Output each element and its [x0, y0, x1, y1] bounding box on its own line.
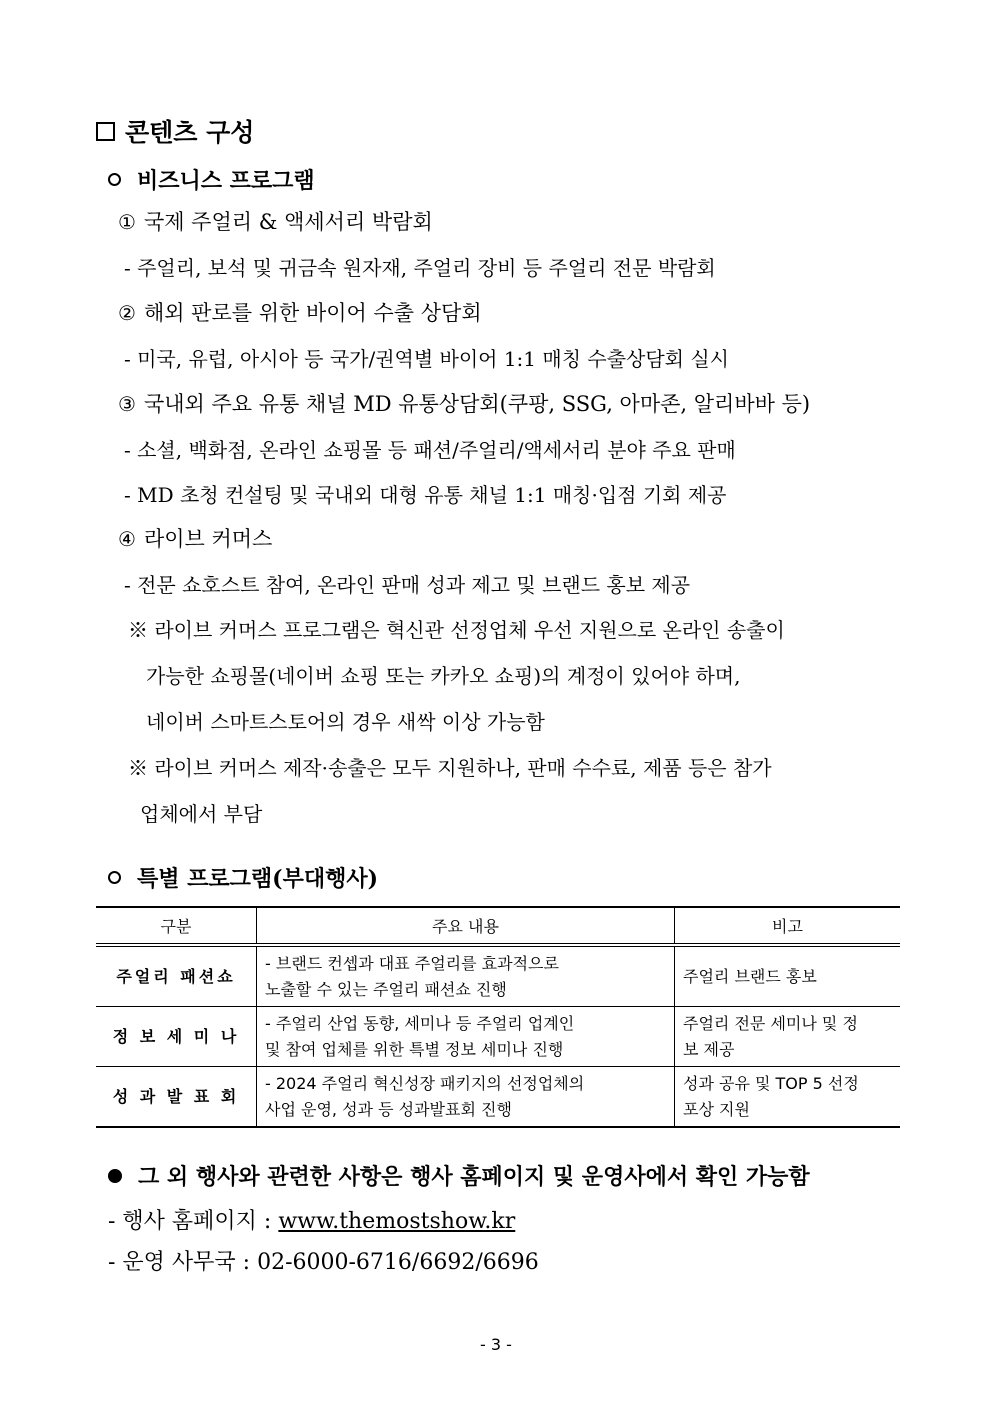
content-line: - 2024 주얼리 혁신성장 패키지의 선정업체의	[265, 1073, 585, 1093]
content-line: 및 참여 업체를 위한 특별 정보 세미나 진행	[265, 1039, 564, 1059]
business-note-1: ※ 라이브 커머스 프로그램은 혁신관 선정업체 우선 지원으로 온라인 송출이	[128, 618, 785, 642]
note-line: 보 제공	[683, 1039, 735, 1059]
business-note-4: ※ 라이브 커머스 제작·송출은 모두 지원하나, 판매 수수료, 제품 등은 참가	[128, 756, 772, 780]
note-line: 주얼리 브랜드 홍보	[683, 966, 817, 986]
business-heading-text: 비즈니스 프로그램	[137, 168, 315, 194]
item-title: 국제 주얼리 & 액세서리 박람회	[143, 210, 433, 234]
table-header-row	[96, 907, 900, 945]
page-number: - 3 -	[480, 1335, 512, 1354]
business-heading	[108, 164, 315, 195]
item-number: ③	[118, 392, 136, 416]
business-item-4	[118, 523, 272, 553]
content-line: - 주얼리 산업 동향, 세미나 등 주얼리 업계인	[265, 1013, 575, 1033]
row-note	[675, 945, 901, 1007]
homepage-label: - 행사 홈페이지 :	[108, 1209, 279, 1234]
table-row	[96, 1007, 900, 1067]
business-note-2: 가능한 쇼핑몰(네이버 쇼핑 또는 카카오 쇼핑)의 계정이 있어야 하며,	[146, 664, 741, 688]
item-title: 국내외 주요 유통 채널 MD 유통상담회(쿠팡, SSG, 아마존, 알리바바 등)	[143, 392, 811, 416]
info-heading	[108, 1160, 810, 1191]
business-line-5: - 전문 쇼호스트 참여, 온라인 판매 성과 제고 및 브랜드 홍보 제공	[124, 573, 691, 597]
row-category: 성 과 발 표 회	[96, 1067, 257, 1128]
header-note: 비고	[675, 907, 901, 945]
homepage-link[interactable]: www.themostshow.kr	[278, 1209, 516, 1234]
business-item-2	[118, 297, 482, 327]
item-title: 라이브 커머스	[143, 527, 273, 551]
row-category: 정 보 세 미 나	[96, 1007, 257, 1067]
note-line: 주얼리 전문 세미나 및 정	[683, 1013, 858, 1033]
special-heading-text: 특별 프로그램(부대행사)	[137, 866, 378, 892]
circle-bullet-icon	[108, 173, 121, 186]
content-line: 사업 운영, 성과 등 성과발표회 진행	[265, 1099, 512, 1119]
business-note-5: 업체에서 부담	[140, 802, 263, 826]
business-note-3: 네이버 스마트스토어의 경우 새싹 이상 가능함	[146, 710, 545, 734]
table-row	[96, 1067, 900, 1128]
content-line: 노출할 수 있는 주얼리 패션쇼 진행	[265, 979, 507, 999]
circle-bullet-icon	[108, 871, 121, 884]
info-heading-text: 그 외 행사와 관련한 사항은 행사 홈페이지 및 운영사에서 확인 가능함	[138, 1164, 810, 1190]
special-program-table	[96, 906, 900, 1128]
item-title: 해외 판로를 위한 바이어 수출 상담회	[143, 301, 482, 325]
row-category: 주얼리 패션쇼	[96, 945, 257, 1007]
content-line: - 브랜드 컨셉과 대표 주얼리를 효과적으로	[265, 953, 559, 973]
business-line-3: - 소셜, 백화점, 온라인 쇼핑몰 등 패션/주얼리/액세서리 분야 주요 판매	[124, 438, 736, 462]
note-line: 성과 공유 및 TOP 5 선정	[683, 1073, 859, 1093]
business-line-1: - 주얼리, 보석 및 귀금속 원자재, 주얼리 장비 등 주얼리 전문 박람회	[124, 256, 716, 280]
business-item-1	[118, 206, 433, 236]
table-row	[96, 945, 900, 1007]
header-category: 구분	[96, 907, 257, 945]
section-title	[96, 113, 254, 149]
checkbox-square-icon	[96, 122, 115, 141]
note-line: 포상 지원	[683, 1099, 750, 1119]
item-number: ④	[118, 527, 136, 551]
filled-circle-bullet-icon	[108, 1169, 122, 1183]
row-note	[675, 1067, 901, 1128]
section-title-text: 콘텐츠 구성	[125, 118, 255, 147]
item-number: ②	[118, 301, 136, 325]
item-number: ①	[118, 210, 136, 234]
row-content	[257, 945, 675, 1007]
row-note	[675, 1007, 901, 1067]
homepage-line	[108, 1204, 515, 1235]
row-content	[257, 1067, 675, 1128]
business-item-3	[118, 388, 810, 418]
business-line-2: - 미국, 유럽, 아시아 등 국가/권역별 바이어 1:1 매칭 수출상담회 실시	[124, 347, 729, 371]
office-line: - 운영 사무국 : 02-6000-6716/6692/6696	[108, 1250, 539, 1275]
special-heading	[108, 862, 378, 893]
row-content	[257, 1007, 675, 1067]
header-content: 주요 내용	[257, 907, 675, 945]
business-line-4: - MD 초청 컨설팅 및 국내외 대형 유통 채널 1:1 매칭·입점 기회 제공	[124, 483, 727, 507]
